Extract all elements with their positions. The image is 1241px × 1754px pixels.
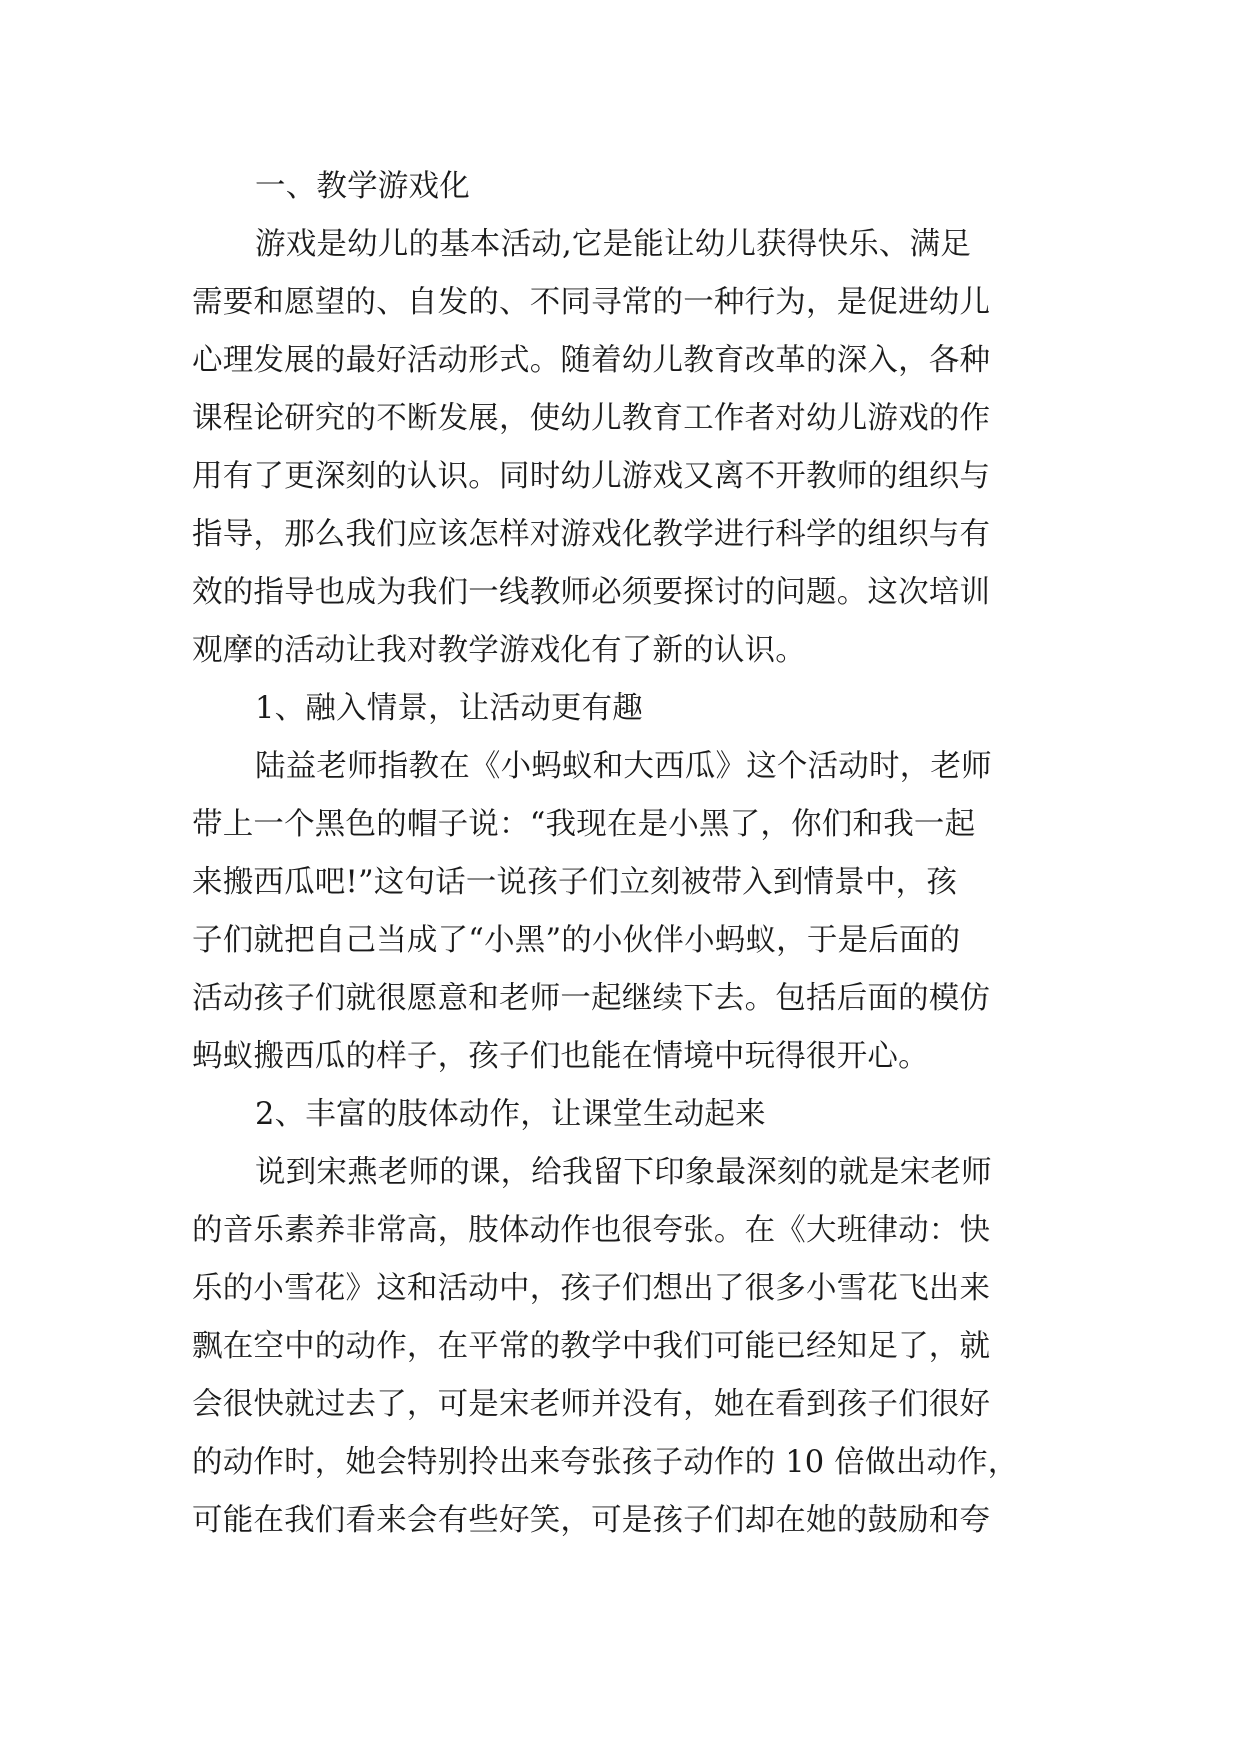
paragraph-line: 需要和愿望的、自发的、不同寻常的一种行为，是促进幼儿 — [192, 285, 991, 320]
paragraph-line: 心理发展的最好活动形式。随着幼儿教育改革的深入，各种 — [192, 343, 991, 378]
paragraph-line: 用有了更深刻的认识。同时幼儿游戏又离不开教师的组织与 — [192, 459, 991, 494]
paragraph-line: 的动作时，她会特别拎出来夸张孩子动作的 10 倍做出动作， — [192, 1445, 1019, 1480]
paragraph-line: 游戏是幼儿的基本活动,它是能让幼儿获得快乐、满足 — [255, 227, 971, 262]
paragraph-line: 观摩的活动让我对教学游戏化有了新的认识。 — [192, 633, 806, 668]
paragraph-line: 说到宋燕老师的课，给我留下印象最深刻的就是宋老师 — [255, 1155, 992, 1190]
section-heading: 一、教学游戏化 — [255, 169, 470, 204]
subsection-heading: 1、融入情景，让活动更有趣 — [255, 691, 644, 726]
paragraph-line: 带上一个黑色的帽子说：“我现在是小黑了，你们和我一起 — [192, 807, 976, 842]
paragraph-line: 蚂蚁搬西瓜的样子，孩子们也能在情境中玩得很开心。 — [192, 1039, 929, 1074]
paragraph-line: 陆益老师指教在《小蚂蚁和大西瓜》这个活动时，老师 — [255, 749, 992, 784]
document-body — [192, 158, 1062, 1550]
paragraph-line: 来搬西瓜吧!”这句话一说孩子们立刻被带入到情景中，孩 — [192, 865, 958, 900]
paragraph-line: 的音乐素养非常高，肢体动作也很夸张。在《大班律动：快 — [192, 1213, 991, 1248]
paragraph-line: 指导，那么我们应该怎样对游戏化教学进行科学的组织与有 — [192, 517, 991, 552]
paragraph-line: 可能在我们看来会有些好笑，可是孩子们却在她的鼓励和夸 — [192, 1503, 991, 1538]
paragraph-line: 活动孩子们就很愿意和老师一起继续下去。包括后面的模仿 — [192, 981, 991, 1016]
paragraph-line: 飘在空中的动作，在平常的教学中我们可能已经知足了，就 — [192, 1329, 991, 1364]
subsection-heading: 2、丰富的肢体动作，让课堂生动起来 — [255, 1097, 766, 1132]
paragraph-line: 课程论研究的不断发展，使幼儿教育工作者对幼儿游戏的作 — [192, 401, 991, 436]
paragraph-line: 乐的小雪花》这和活动中，孩子们想出了很多小雪花飞出来 — [192, 1271, 991, 1306]
paragraph-line: 效的指导也成为我们一线教师必须要探讨的问题。这次培训 — [192, 575, 991, 610]
paragraph-line: 会很快就过去了，可是宋老师并没有，她在看到孩子们很好 — [192, 1387, 991, 1422]
paragraph-line: 子们就把自己当成了“小黑”的小伙伴小蚂蚁，于是后面的 — [192, 923, 961, 958]
